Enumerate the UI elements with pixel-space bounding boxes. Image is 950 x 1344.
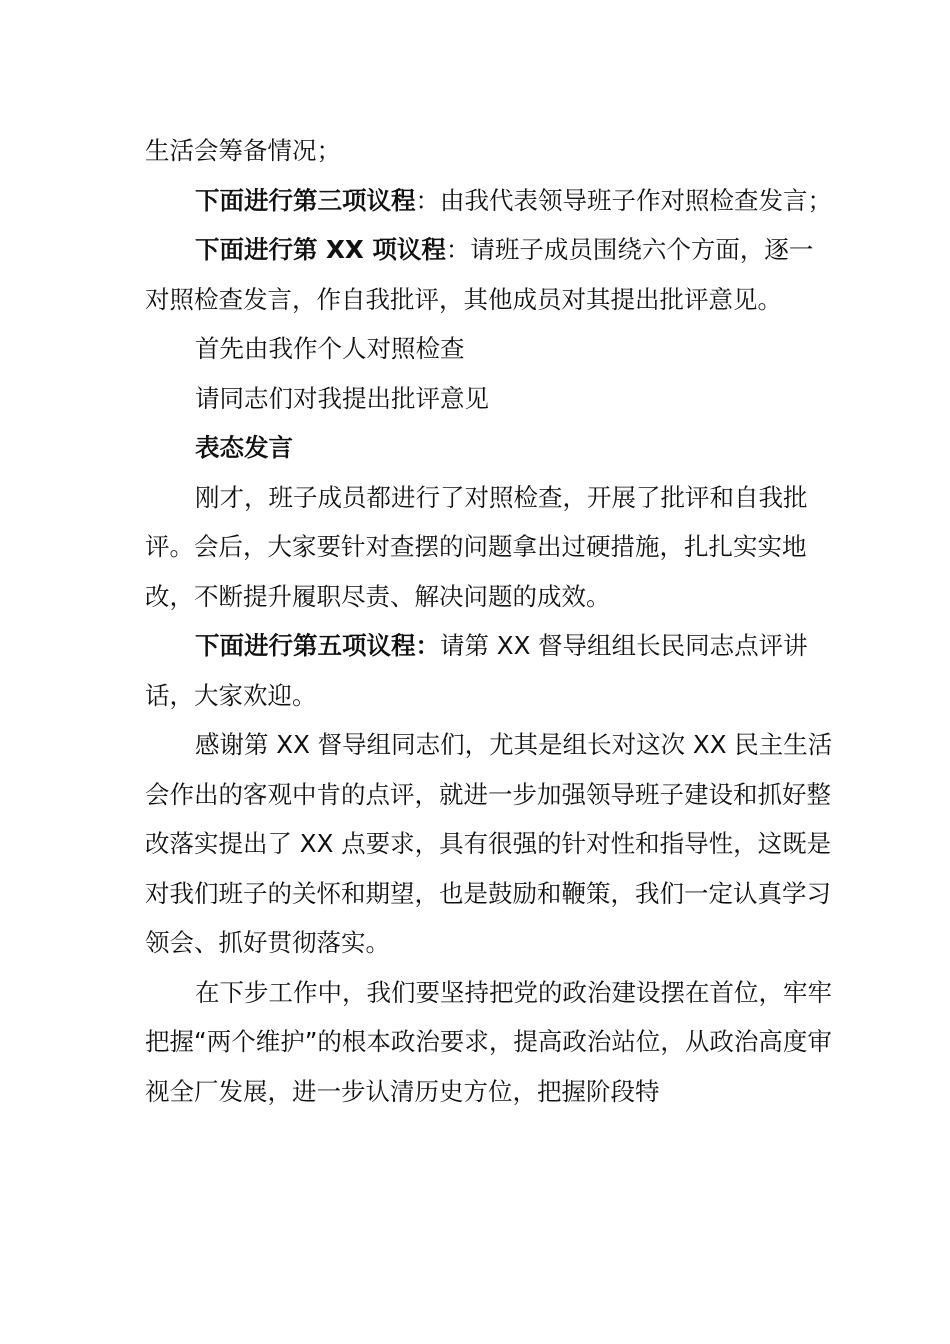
paragraph-text: ：请班子成员围绕六个方面，逐一对照检查发言，作自我批评，其他成员对其提出批评意见。 bbox=[145, 235, 814, 314]
paragraph-agenda-item-3 bbox=[145, 176, 835, 226]
section-heading: 表态发言 bbox=[195, 433, 293, 462]
section-heading-statement bbox=[145, 423, 835, 473]
agenda-heading: 下面进行第 XX 项议程 bbox=[195, 235, 446, 264]
paragraph-continuation bbox=[145, 126, 835, 176]
agenda-heading: 下面进行第三项议程 bbox=[195, 185, 416, 215]
paragraph-text: 感谢第 XX 督导组同志们，尤其是组长对这次 XX 民主生活会作出的客观中肯的点评，就进一步加强领导班子建设和抓好整改落实提出了 XX 点要求，具有很强的针对性和指导性，这既是对我们班子的关怀和期望，也是鼓励和鞭策，我们一定认真学习领会、抓好贯彻落实。 bbox=[145, 730, 833, 957]
paragraph-agenda-item-5 bbox=[145, 621, 835, 720]
paragraph-text: 请同志们对我提出批评意见 bbox=[195, 383, 489, 413]
paragraph-next-steps bbox=[145, 968, 835, 1117]
paragraph-text: 请第 XX 督导组组长民同志点评讲话，大家欢迎。 bbox=[145, 631, 808, 710]
paragraph-request-criticism bbox=[145, 374, 835, 424]
paragraph-statement bbox=[145, 473, 835, 622]
paragraph-text: 刚才，班子成员都进行了对照检查，开展了批评和自我批评。会后，大家要针对查摆的问题拿出过硬措施，扎扎实实地改，不断提升履职尽责、解决问题的成效。 bbox=[145, 482, 808, 611]
paragraph-agenda-item-xx bbox=[145, 225, 835, 324]
paragraph-thanks bbox=[145, 720, 835, 968]
agenda-heading: 下面进行第五项议程： bbox=[195, 631, 440, 660]
paragraph-text: 首先由我作个人对照检查 bbox=[195, 334, 465, 363]
document-body bbox=[145, 126, 835, 1116]
paragraph-text: 在下步工作中，我们要坚持把党的政治建设摆在首位，牢牢把握“两个维护”的根本政治要求，提高政治站位，从政治高度审视全厂发展，进一步认清历史方位，把握阶段特 bbox=[145, 977, 832, 1106]
paragraph-self-review bbox=[145, 324, 835, 374]
paragraph-text: ：由我代表领导班子作对照检查发言； bbox=[415, 185, 832, 215]
paragraph-text: 生活会筹备情况； bbox=[145, 136, 341, 165]
